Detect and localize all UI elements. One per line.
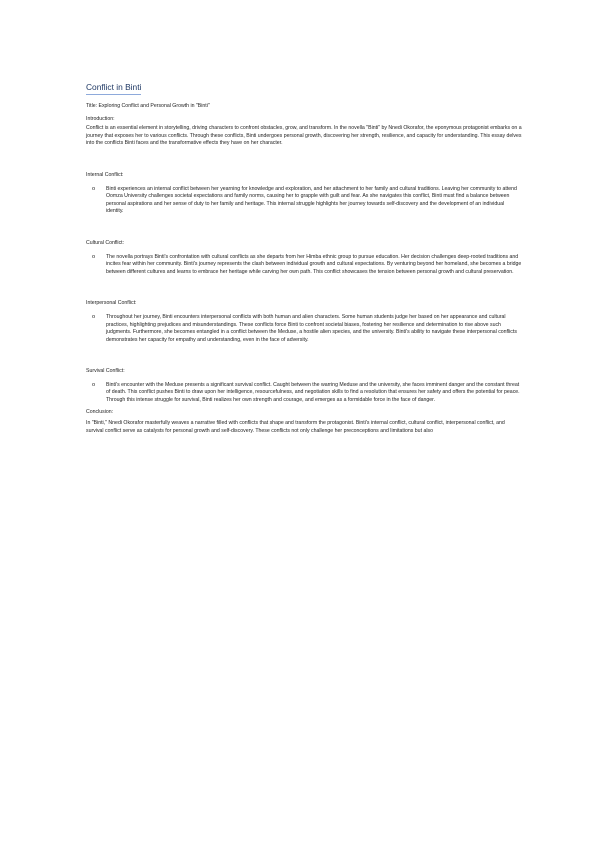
- bullet-marker: o: [92, 381, 96, 388]
- section-heading-cultural: Cultural Conflict:: [86, 239, 125, 246]
- intro-paragraph: Conflict is an essential element in storytelling, driving characters to confront obstacles, grow, and transform. In the novella "Binti" by Nnedi Okorafor, the eponymous protagonist embarks on a journey that exposes her to various conflicts. Through these conflicts, Binti undergoes personal growth, discovering her strength, resilience, and capacity for understanding. This essay delves into the conflicts Binti faces and the transformative effects they have on her character.: [86, 125, 522, 147]
- section-item-cultural: [86, 254, 522, 277]
- bullet-marker: o: [92, 185, 96, 192]
- section-item-internal: [86, 186, 522, 216]
- section-text-cultural: The novella portrays Binti's confrontation with cultural conflicts as she departs from her Himba ethnic group to pursue education. Her decision challenges deep-rooted traditions and incites fear within her community. Binti's journey represents the clash between individual growth and cultural expectations. By venturing beyond her homeland, she becomes a bridge between different cultures and learns to embrace her heritage while carving her own path. This conflict showcases the tension between personal growth and cultural preservation.: [106, 253, 522, 275]
- conclusion-paragraph: In "Binti," Nnedi Okorafor masterfully weaves a narrative filled with conflicts that shape and transform the protagonist. Binti's internal conflict, cultural conflict, interpersonal conflict, and survival conflict serve as catalysts for personal growth and self-discovery. These conflicts not only challenge her preconceptions and limitations but also: [86, 420, 505, 434]
- bullet-marker: o: [92, 313, 96, 320]
- section-item-interpersonal: [86, 314, 522, 344]
- section-text-interpersonal: Throughout her journey, Binti encounters interpersonal conflicts with both human and alien characters. Some human students judge her based on her appearance and cultural practices, highlighting prejudices and misunderstandings. These conflicts force Binti to confront societal biases, fostering her resilience and determination to rise above such judgments. Furthermore, she becomes entangled in a conflict between the Meduse, a hostile alien species, and the university. Binti's ability to navigate these interpersonal conflicts demonstrates her capacity for empathy and understanding, even in the face of adversity.: [106, 313, 517, 343]
- section-heading-internal: Internal Conflict:: [86, 171, 124, 178]
- conclusion-heading: Conclusion:: [86, 408, 114, 415]
- section-heading-survival: Survival Conflict:: [86, 368, 125, 375]
- document-body: [86, 82, 522, 435]
- section-text-internal: Binti experiences an internal conflict between her yearning for knowledge and exploration, and her attachment to her family and cultural traditions. Leaving her community to attend Oomza University challenges societal expectations and family norms, causing her to grapple with guilt and fear. As she navigates this conflict, Binti must find a balance between personal aspirations and her sense of duty to her family and heritage. This internal struggle highlights her journey towards self-discovery and the development of an individual identity.: [106, 185, 517, 215]
- document-title: Conflict in Binti: [86, 82, 141, 95]
- section-heading-interpersonal: Interpersonal Conflict:: [86, 300, 137, 307]
- document-subtitle: Title: Exploring Conflict and Personal Growth in "Binti": [86, 103, 210, 109]
- section-text-survival: Binti's encounter with the Meduse presents a significant survival conflict. Caught between the warring Meduse and the university, she faces imminent danger and the constant threat of death. This conflict pushes Binti to draw upon her intelligence, resourcefulness, and negotiation skills to find a resolution that ensures her safety and offers the potential for peace. Through this intense struggle for survival, Binti realizes her own strength and courage, and emerges as a formidable force in the face of danger.: [106, 381, 520, 404]
- section-item-survival: [86, 382, 522, 405]
- intro-heading: Introduction:: [86, 115, 115, 122]
- bullet-marker: o: [92, 253, 96, 260]
